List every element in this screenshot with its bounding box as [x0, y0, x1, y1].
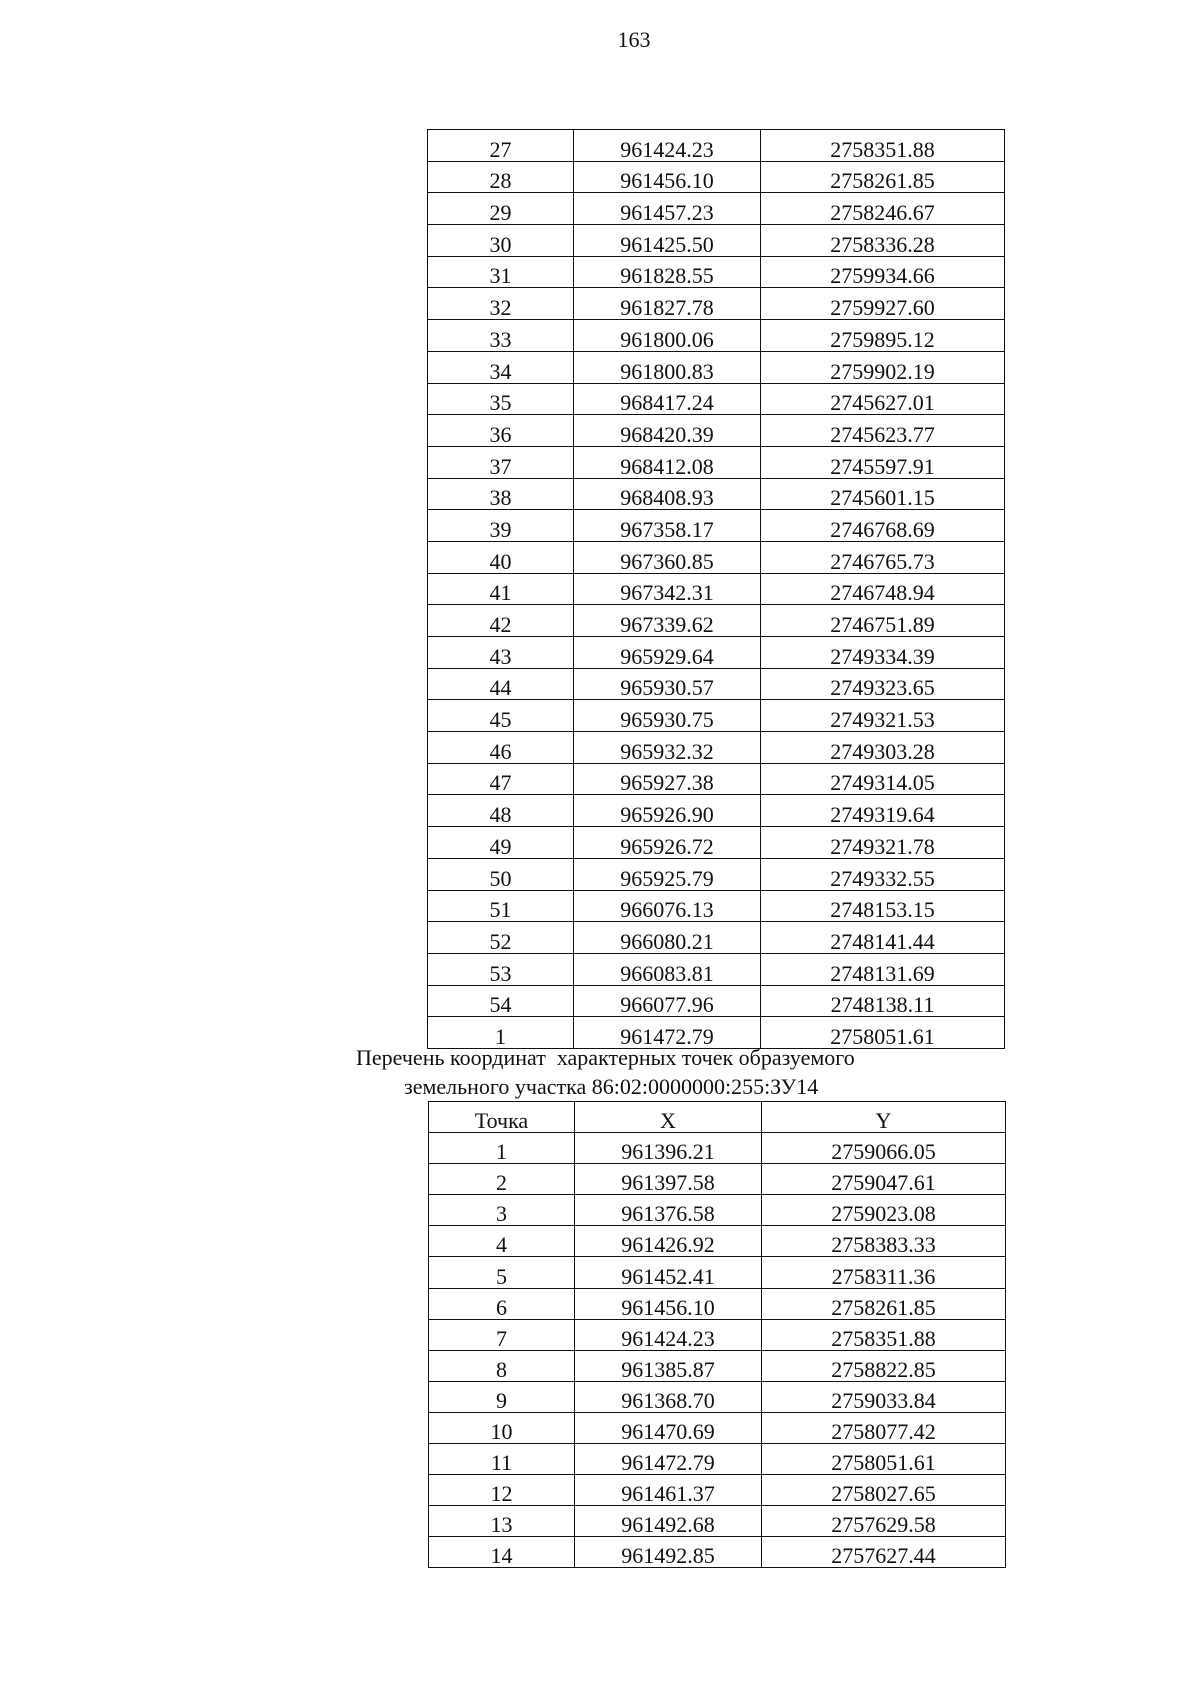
- y-coordinate-cell: 2746765.73: [761, 541, 1005, 573]
- y-coordinate-cell: 2758051.61: [762, 1444, 1006, 1475]
- point-number-cell: 14: [429, 1537, 575, 1568]
- y-coordinate-cell: 2746751.89: [761, 605, 1005, 637]
- y-coordinate-cell: 2758351.88: [762, 1319, 1006, 1350]
- table-row: [428, 351, 1005, 383]
- table-row: [428, 573, 1005, 605]
- point-number-cell: 36: [428, 415, 574, 447]
- point-number-cell: 31: [428, 256, 574, 288]
- point-number-cell: 46: [428, 732, 574, 764]
- x-coordinate-cell: 961424.23: [574, 130, 761, 162]
- point-number-cell: 47: [428, 763, 574, 795]
- x-coordinate-cell: 961456.10: [575, 1288, 762, 1319]
- x-coordinate-cell: 961800.83: [574, 351, 761, 383]
- point-number-cell: 7: [429, 1319, 575, 1350]
- table-row: [428, 256, 1005, 288]
- table-row: [428, 446, 1005, 478]
- y-coordinate-cell: 2758351.88: [761, 130, 1005, 162]
- table-row: [428, 193, 1005, 225]
- table-row: [428, 415, 1005, 447]
- y-coordinate-cell: 2749303.28: [761, 732, 1005, 764]
- point-number-cell: 42: [428, 605, 574, 637]
- table-row: [429, 1444, 1006, 1475]
- point-number-cell: 39: [428, 510, 574, 542]
- y-coordinate-cell: 2758311.36: [762, 1257, 1006, 1288]
- y-coordinate-cell: 2745623.77: [761, 415, 1005, 447]
- x-coordinate-cell: 965932.32: [574, 732, 761, 764]
- point-number-cell: 49: [428, 827, 574, 859]
- y-coordinate-cell: 2759895.12: [761, 320, 1005, 352]
- y-coordinate-cell: 2749321.53: [761, 700, 1005, 732]
- y-coordinate-cell: 2759047.61: [762, 1164, 1006, 1195]
- x-coordinate-cell: 961800.06: [574, 320, 761, 352]
- x-coordinate-cell: 965927.38: [574, 763, 761, 795]
- x-coordinate-cell: 961470.69: [575, 1412, 762, 1443]
- y-coordinate-cell: 2758261.85: [762, 1288, 1006, 1319]
- x-coordinate-cell: 961385.87: [575, 1350, 762, 1381]
- point-number-cell: 51: [428, 890, 574, 922]
- table-row: [428, 985, 1005, 1017]
- table-row: [429, 1537, 1006, 1568]
- point-number-cell: 5: [429, 1257, 575, 1288]
- point-number-cell: 44: [428, 668, 574, 700]
- x-coordinate-cell: 961396.21: [575, 1133, 762, 1164]
- x-coordinate-cell: 961424.23: [575, 1319, 762, 1350]
- y-coordinate-cell: 2757627.44: [762, 1537, 1006, 1568]
- table-row: [429, 1412, 1006, 1443]
- table-row: [428, 383, 1005, 415]
- x-coordinate-cell: 961492.85: [575, 1537, 762, 1568]
- y-coordinate-cell: 2759033.84: [762, 1381, 1006, 1412]
- x-coordinate-cell: 965929.64: [574, 637, 761, 669]
- x-coordinate-cell: 965925.79: [574, 858, 761, 890]
- y-coordinate-cell: 2759066.05: [762, 1133, 1006, 1164]
- x-coordinate-cell: 966076.13: [574, 890, 761, 922]
- y-coordinate-cell: 2746748.94: [761, 573, 1005, 605]
- point-number-cell: 4: [429, 1226, 575, 1257]
- y-coordinate-cell: 2758336.28: [761, 225, 1005, 257]
- x-coordinate-cell: 961452.41: [575, 1257, 762, 1288]
- header-x: X: [575, 1102, 762, 1133]
- x-coordinate-cell: 967339.62: [574, 605, 761, 637]
- table-body: [429, 1133, 1006, 1568]
- table-row: [429, 1381, 1006, 1412]
- point-number-cell: 43: [428, 637, 574, 669]
- x-coordinate-cell: 961397.58: [575, 1164, 762, 1195]
- y-coordinate-cell: 2758822.85: [762, 1350, 1006, 1381]
- y-coordinate-cell: 2749323.65: [761, 668, 1005, 700]
- table-row: [429, 1506, 1006, 1537]
- point-number-cell: 52: [428, 922, 574, 954]
- point-number-cell: 32: [428, 288, 574, 320]
- point-number-cell: 1: [428, 1017, 574, 1049]
- header-y: Y: [762, 1102, 1006, 1133]
- x-coordinate-cell: 966080.21: [574, 922, 761, 954]
- point-number-cell: 37: [428, 446, 574, 478]
- x-coordinate-cell: 961472.79: [574, 1017, 761, 1049]
- y-coordinate-cell: 2759934.66: [761, 256, 1005, 288]
- y-coordinate-cell: 2749332.55: [761, 858, 1005, 890]
- x-coordinate-cell: 968408.93: [574, 478, 761, 510]
- table-row: [428, 953, 1005, 985]
- point-number-cell: 45: [428, 700, 574, 732]
- header-point: Точка: [429, 1102, 575, 1133]
- table-row: [428, 130, 1005, 162]
- table-row: [428, 1017, 1005, 1049]
- y-coordinate-cell: 2757629.58: [762, 1506, 1006, 1537]
- point-number-cell: 1: [429, 1133, 575, 1164]
- x-coordinate-cell: 968417.24: [574, 383, 761, 415]
- x-coordinate-cell: 966077.96: [574, 985, 761, 1017]
- point-number-cell: 33: [428, 320, 574, 352]
- coordinates-table-zu14: [428, 1101, 1006, 1568]
- table-row: [428, 637, 1005, 669]
- table-body: [428, 130, 1005, 1049]
- x-coordinate-cell: 961492.68: [575, 1506, 762, 1537]
- point-number-cell: 12: [429, 1475, 575, 1506]
- x-coordinate-cell: 961426.92: [575, 1226, 762, 1257]
- y-coordinate-cell: 2758051.61: [761, 1017, 1005, 1049]
- table-row: [429, 1288, 1006, 1319]
- x-coordinate-cell: 961456.10: [574, 161, 761, 193]
- point-number-cell: 29: [428, 193, 574, 225]
- coordinates-table-continued: [427, 129, 1005, 1049]
- point-number-cell: 9: [429, 1381, 575, 1412]
- point-number-cell: 38: [428, 478, 574, 510]
- table-row: [428, 858, 1005, 890]
- y-coordinate-cell: 2745597.91: [761, 446, 1005, 478]
- y-coordinate-cell: 2749321.78: [761, 827, 1005, 859]
- x-coordinate-cell: 965926.90: [574, 795, 761, 827]
- y-coordinate-cell: 2759902.19: [761, 351, 1005, 383]
- point-number-cell: 27: [428, 130, 574, 162]
- x-coordinate-cell: 966083.81: [574, 953, 761, 985]
- y-coordinate-cell: 2745601.15: [761, 478, 1005, 510]
- table-row: [428, 288, 1005, 320]
- table-row: [428, 161, 1005, 193]
- y-coordinate-cell: 2758383.33: [762, 1226, 1006, 1257]
- y-coordinate-cell: 2758027.65: [762, 1475, 1006, 1506]
- table-row: [428, 827, 1005, 859]
- table-row: [429, 1350, 1006, 1381]
- table-row: [429, 1226, 1006, 1257]
- x-coordinate-cell: 968412.08: [574, 446, 761, 478]
- x-coordinate-cell: 965930.57: [574, 668, 761, 700]
- y-coordinate-cell: 2748153.15: [761, 890, 1005, 922]
- x-coordinate-cell: 961827.78: [574, 288, 761, 320]
- point-number-cell: 50: [428, 858, 574, 890]
- point-number-cell: 6: [429, 1288, 575, 1319]
- table-caption-line-2: земельного участка 86:02:0000000:255:ЗУ14: [404, 1074, 819, 1099]
- point-number-cell: 40: [428, 541, 574, 573]
- table-row: [428, 478, 1005, 510]
- table-row: [429, 1164, 1006, 1195]
- x-coordinate-cell: 961461.37: [575, 1475, 762, 1506]
- table-row: [428, 763, 1005, 795]
- point-number-cell: 2: [429, 1164, 575, 1195]
- x-coordinate-cell: 961368.70: [575, 1381, 762, 1412]
- point-number-cell: 10: [429, 1412, 575, 1443]
- y-coordinate-cell: 2759927.60: [761, 288, 1005, 320]
- x-coordinate-cell: 967360.85: [574, 541, 761, 573]
- header-row: [429, 1102, 1006, 1133]
- table-row: [428, 732, 1005, 764]
- x-coordinate-cell: 967358.17: [574, 510, 761, 542]
- point-number-cell: 30: [428, 225, 574, 257]
- point-number-cell: 34: [428, 351, 574, 383]
- table-row: [428, 510, 1005, 542]
- x-coordinate-cell: 961425.50: [574, 225, 761, 257]
- table-row: [428, 795, 1005, 827]
- table-row: [428, 890, 1005, 922]
- x-coordinate-cell: 961472.79: [575, 1444, 762, 1475]
- table-row: [428, 225, 1005, 257]
- page-number: 163: [617, 27, 651, 52]
- table-row: [429, 1133, 1006, 1164]
- x-coordinate-cell: 968420.39: [574, 415, 761, 447]
- y-coordinate-cell: 2746768.69: [761, 510, 1005, 542]
- y-coordinate-cell: 2748141.44: [761, 922, 1005, 954]
- y-coordinate-cell: 2758261.85: [761, 161, 1005, 193]
- point-number-cell: 48: [428, 795, 574, 827]
- point-number-cell: 13: [429, 1506, 575, 1537]
- point-number-cell: 53: [428, 953, 574, 985]
- y-coordinate-cell: 2749314.05: [761, 763, 1005, 795]
- x-coordinate-cell: 967342.31: [574, 573, 761, 605]
- y-coordinate-cell: 2749319.64: [761, 795, 1005, 827]
- y-coordinate-cell: 2758246.67: [761, 193, 1005, 225]
- point-number-cell: 28: [428, 161, 574, 193]
- x-coordinate-cell: 961457.23: [574, 193, 761, 225]
- table-header: [429, 1102, 1006, 1133]
- table-row: [428, 320, 1005, 352]
- x-coordinate-cell: 965926.72: [574, 827, 761, 859]
- x-coordinate-cell: 965930.75: [574, 700, 761, 732]
- y-coordinate-cell: 2748131.69: [761, 953, 1005, 985]
- y-coordinate-cell: 2758077.42: [762, 1412, 1006, 1443]
- x-coordinate-cell: 961376.58: [575, 1195, 762, 1226]
- table-row: [429, 1475, 1006, 1506]
- table-row: [428, 605, 1005, 637]
- y-coordinate-cell: 2748138.11: [761, 985, 1005, 1017]
- y-coordinate-cell: 2749334.39: [761, 637, 1005, 669]
- point-number-cell: 11: [429, 1444, 575, 1475]
- y-coordinate-cell: 2745627.01: [761, 383, 1005, 415]
- table-row: [428, 922, 1005, 954]
- point-number-cell: 35: [428, 383, 574, 415]
- table-row: [428, 541, 1005, 573]
- table-row: [429, 1195, 1006, 1226]
- point-number-cell: 41: [428, 573, 574, 605]
- table-row: [428, 700, 1005, 732]
- point-number-cell: 3: [429, 1195, 575, 1226]
- table-caption-line-1: Перечень координат характерных точек образуемого: [356, 1045, 855, 1070]
- table-row: [428, 668, 1005, 700]
- point-number-cell: 54: [428, 985, 574, 1017]
- y-coordinate-cell: 2759023.08: [762, 1195, 1006, 1226]
- table-row: [429, 1257, 1006, 1288]
- point-number-cell: 8: [429, 1350, 575, 1381]
- x-coordinate-cell: 961828.55: [574, 256, 761, 288]
- table-row: [429, 1319, 1006, 1350]
